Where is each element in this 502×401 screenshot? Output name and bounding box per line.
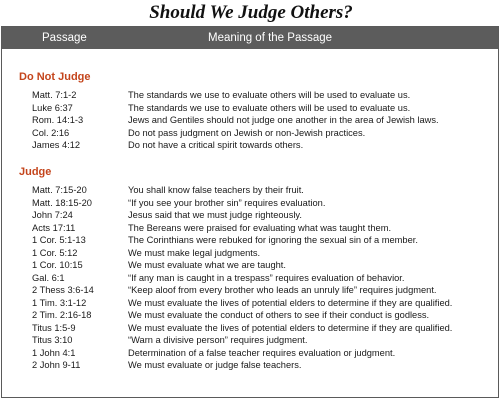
passage-meaning: “Keep aloof from every brother who leads an unruly life” requires judgment. [128, 285, 437, 295]
table-row [2, 222, 498, 235]
passage-reference: 1 Cor. 5:12 [32, 247, 78, 258]
table-row [2, 334, 498, 347]
table-row [2, 127, 498, 140]
passage-reference: Matt. 7:15-20 [32, 185, 87, 195]
passage-meaning: You shall know false teachers by their fruit. [128, 185, 304, 195]
passage-reference: Matt. 18:15-20 [32, 197, 92, 208]
page-title: Should We Judge Others? [149, 2, 353, 23]
table-row [2, 197, 498, 210]
passage-reference: Acts 17:11 [32, 222, 76, 233]
passage-reference: Titus 1:5-9 [32, 322, 76, 333]
passage-meaning: We must evaluate or judge false teachers. [128, 360, 302, 370]
passage-meaning: Jesus said that we must judge righteously. [128, 210, 302, 220]
passage-meaning: We must evaluate the lives of potential elders to determine if they are qualified. [128, 297, 453, 308]
passage-meaning: The standards we use to evaluate others will be used to evaluate us. [128, 102, 411, 113]
header-meaning: Meaning of the Passage [208, 32, 333, 44]
table-body [2, 27, 498, 397]
passage-meaning: Do not pass judgment on Jewish or non-Jewish practices. [128, 127, 366, 138]
passage-reference: 1 Cor. 5:1-13 [32, 235, 86, 245]
passage-meaning: Determination of a false teacher requires evaluation or judgment. [128, 347, 396, 358]
table-row [2, 184, 498, 197]
passage-reference: John 7:24 [32, 210, 73, 220]
passage-meaning: The Corinthians were rebuked for ignoring the sexual sin of a member. [128, 235, 418, 245]
passage-reference: James 4:12 [32, 140, 81, 150]
passage-reference: 2 John 9-11 [32, 360, 81, 370]
passage-meaning: “If you see your brother sin” requires evaluation. [128, 197, 326, 208]
table-row [2, 272, 498, 285]
table-row [2, 89, 498, 102]
table-row [2, 347, 498, 360]
passage-meaning: The standards we use to evaluate others will be used to evaluate us. [128, 90, 411, 100]
passage-reference: Luke 6:37 [32, 102, 73, 113]
table-row [2, 284, 498, 297]
passage-meaning: Do not have a critical spirit towards others. [128, 140, 304, 150]
table-row [2, 322, 498, 335]
table-row [2, 102, 498, 115]
section-heading: Judge [19, 166, 52, 178]
passage-meaning: Jews and Gentiles should not judge one another in the area of Jewish laws. [128, 115, 439, 125]
section-heading: Do Not Judge [19, 71, 91, 83]
table-row [2, 297, 498, 310]
passage-reference: Titus 3:10 [32, 335, 73, 345]
passage-reference: Matt. 7:1-2 [32, 90, 77, 100]
passage-meaning: “If any man is caught in a trespass” requires evaluation of behavior. [128, 272, 405, 283]
passage-meaning: We must evaluate what we are taught. [128, 260, 286, 270]
passage-reference: 2 Thess 3:6-14 [32, 285, 94, 295]
passage-reference: 1 Cor. 10:15 [32, 260, 83, 270]
passages-table [1, 26, 499, 398]
passage-reference: 1 John 4:1 [32, 347, 76, 358]
passage-meaning: “Warn a divisive person” requires judgment. [128, 335, 308, 345]
table-row [2, 309, 498, 322]
passage-reference: 1 Tim. 3:1-12 [32, 297, 87, 308]
passage-meaning: We must evaluate the conduct of others to see if their conduct is godless. [128, 310, 430, 320]
table-row [2, 359, 498, 372]
table-row [2, 259, 498, 272]
passage-meaning: We must evaluate the lives of potential elders to determine if they are qualified. [128, 322, 453, 333]
header-passage: Passage [42, 32, 87, 44]
table-row [2, 209, 498, 222]
table-row [2, 247, 498, 260]
passage-meaning: We must make legal judgments. [128, 247, 261, 258]
table-row [2, 139, 498, 152]
table-row [2, 114, 498, 127]
passage-reference: Gal. 6:1 [32, 272, 65, 283]
passage-reference: 2 Tim. 2:16-18 [32, 310, 92, 320]
passage-reference: Col. 2:16 [32, 127, 70, 138]
passage-meaning: The Bereans were praised for evaluating what was taught them. [128, 222, 392, 233]
passage-reference: Rom. 14:1-3 [32, 115, 84, 125]
table-row [2, 234, 498, 247]
